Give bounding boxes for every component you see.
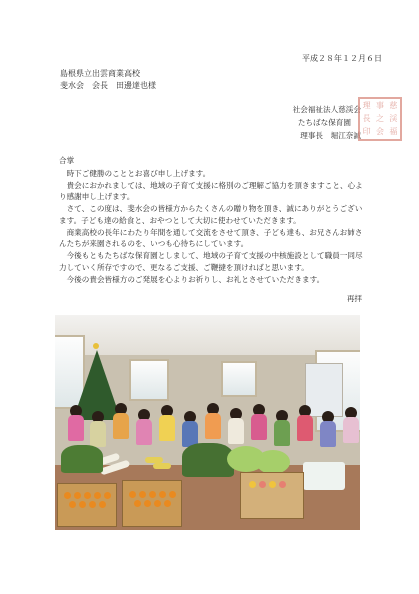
official-seal <box>358 97 402 141</box>
photo-window-center <box>221 361 257 397</box>
photo-produce-bag <box>303 462 345 490</box>
recipient-name: 斐水会 会長 田邊達也様 <box>60 81 156 90</box>
letter-paragraph: 今後もともたちばな保育園としまして、地域の子育て支援の中核施設として職員一同尽力していく所存ですので、更なるご支援、ご鞭撻を頂ければと思います。 <box>59 251 363 272</box>
letter-paragraph: 今後の貴会皆様方のご発展を心よりお祈りし、お礼とさせていただきます。 <box>59 274 325 284</box>
letter-paragraph: 商業高校の長年にわたり年間を通して交流をさせて頂き、子ども達も、お兄さんお姉さんたちが来園されるのを、いつも心待ちにしています。 <box>59 227 363 249</box>
group-photo <box>55 315 360 530</box>
letter-opening: 合掌 <box>59 156 75 165</box>
seal-char: 之 <box>375 113 384 123</box>
photo-bananas <box>153 463 171 469</box>
seal-char: 慈 <box>389 100 398 110</box>
letter-closing: 再拝 <box>346 294 362 303</box>
photo-orange-box-left <box>57 483 117 527</box>
letter-paragraph: 時下ご健勝のこととお喜び申し上げます。 <box>59 168 211 178</box>
seal-char: 福 <box>389 127 398 137</box>
photo-tree-star <box>93 343 99 349</box>
recipient-organization: 島根県立出雲商業高校 <box>60 69 140 78</box>
sender-director: 理事長 堀江奈誠 <box>300 131 361 140</box>
sender-organization: 社会福祉法人慈渓会 <box>292 105 361 114</box>
photo-cabbage <box>256 450 290 474</box>
sender-nursery: たちばな保育園 <box>297 118 351 127</box>
photo-leafy-greens <box>61 445 103 473</box>
seal-char: 理 <box>362 100 371 110</box>
photo-produce-box <box>240 472 304 519</box>
seal-char: 印 <box>362 127 371 137</box>
seal-char: 事 <box>375 100 384 110</box>
letter-paragraph: さて、この度は、斐水会の皆様方からたくさんの贈り物を頂き、誠にありがとうございます。子ども達の給食と、おやつとして大切に使わせていただきます。 <box>59 204 363 225</box>
letter-date: 平成２８年１２月６日 <box>302 54 382 63</box>
letter-body <box>59 155 367 285</box>
photo-orange-box-center <box>122 480 182 527</box>
seal-char: 長 <box>362 113 371 123</box>
seal-char: 渓 <box>389 113 398 123</box>
letter-paragraph: 貴会におかれましては、地域の子育て支援に格別のご理解ご協力を頂きますこと、心より感謝申し上げます。 <box>59 180 363 202</box>
seal-char: 会 <box>375 127 384 137</box>
photo-ceiling <box>55 315 360 355</box>
